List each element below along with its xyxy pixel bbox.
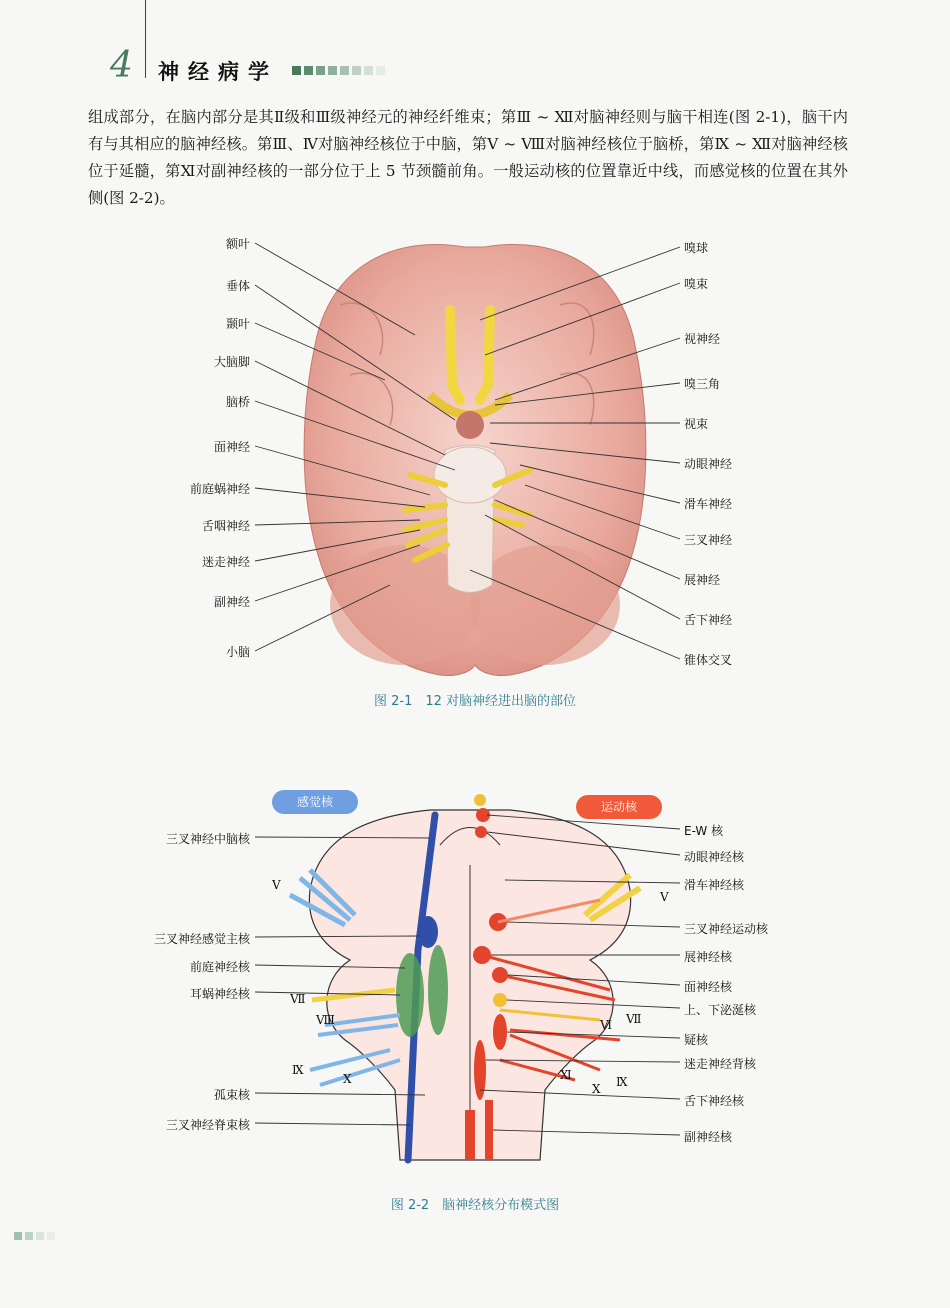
label-olfactory-tract: 嗅束 [684, 277, 709, 291]
roman-v-left: V [272, 878, 281, 892]
roman-x-right: X [592, 1082, 601, 1096]
label-cerebral-peduncle: 大脑脚 [213, 355, 250, 369]
label-olfactory-bulb: 嗅球 [684, 241, 709, 255]
brain-base-illustration [0, 225, 950, 695]
roman-vii-right: Ⅶ [626, 1012, 642, 1026]
roman-viii-left: Ⅷ [316, 1013, 335, 1027]
label-trochlear-nerve: 滑车神经 [684, 497, 733, 511]
label-pyramidal-decussation: 锥体交叉 [684, 653, 733, 667]
roman-ix-right: Ⅸ [616, 1075, 628, 1089]
label-pituitary: 垂体 [225, 279, 250, 293]
label-vestibulocochlear-nerve: 前庭蜗神经 [189, 482, 250, 496]
label-optic-tract: 视束 [684, 417, 709, 431]
label-glossopharyngeal-nerve: 舌咽神经 [201, 519, 250, 533]
book-title: 神经病学 [158, 60, 278, 84]
label-vagus-nerve: 迷走神经 [201, 555, 250, 569]
figure-2-2 [0, 770, 950, 1220]
label-accessory-nerve: 副神经 [213, 595, 250, 609]
label-salivatory-nuclei: 上、下泌涎核 [684, 1003, 757, 1017]
label-frontal-lobe: 额叶 [225, 237, 250, 251]
label-abducens-nucleus: 展神经核 [684, 950, 733, 964]
figure2-caption: 图 2-2 脑神经核分布模式图 [390, 1198, 560, 1213]
label-principal-trigeminal-nucleus: 三叉神经感觉主核 [153, 932, 250, 946]
label-facial-nerve: 面神经 [213, 440, 250, 454]
label-accessory-nucleus: 副神经核 [684, 1130, 733, 1144]
label-cerebellum: 小脑 [225, 645, 250, 659]
body-text [88, 104, 848, 212]
label-cochlear-nuclei: 耳蜗神经核 [189, 987, 250, 1001]
label-trigeminal-nerve: 三叉神经 [684, 533, 733, 547]
label-spinal-trigeminal-nucleus: 三叉神经脊束核 [165, 1118, 250, 1132]
label-ew-nucleus: E-W 核 [684, 824, 724, 838]
roman-vi-right: Ⅵ [600, 1018, 613, 1032]
label-abducens-nerve: 展神经 [684, 573, 721, 587]
label-hypoglossal-nerve: 舌下神经 [684, 613, 733, 627]
label-trigeminal-motor-nucleus: 三叉神经运动核 [684, 922, 769, 936]
header-squares [292, 66, 385, 75]
label-nucleus-ambiguus: 疑核 [684, 1033, 709, 1047]
roman-x-left: X [343, 1072, 352, 1086]
motor-legend: 运动核 [576, 795, 662, 819]
label-olfactory-trigone: 嗅三角 [684, 377, 721, 391]
header-rule [145, 0, 146, 78]
label-facial-nucleus: 面神经核 [684, 980, 733, 994]
label-dorsal-vagal-nucleus: 迷走神经背核 [684, 1057, 757, 1071]
label-trochlear-nucleus: 滑车神经核 [684, 878, 745, 892]
footer-squares [14, 1232, 55, 1240]
roman-v-right: V [660, 890, 669, 904]
label-vestibular-nuclei: 前庭神经核 [189, 960, 250, 974]
figure-2-1 [0, 225, 950, 715]
paragraph: 组成部分，在脑内部分是其Ⅱ级和Ⅲ级神经元的神经纤维束；第Ⅲ ~ Ⅻ对脑神经则与脑干相连(图 2-1)，脑干内有与其相应的脑神经核。第Ⅲ、Ⅳ对脑神经核位于中脑，第Ⅴ ~ Ⅷ对脑神经核位于脑桥，第Ⅸ ~ Ⅻ对脑神经核位于延髓，第Ⅺ对副神经核的一部分位于上 5 节颈髓前角。一般运动核的位置靠近中线，而感觉核的位置在其外侧(图 2-2)。 [88, 108, 848, 207]
label-oculomotor-nucleus: 动眼神经核 [684, 850, 745, 864]
page-number: 4 [110, 45, 133, 86]
roman-vii-left: Ⅶ [290, 992, 306, 1006]
label-oculomotor-nerve: 动眼神经 [684, 457, 733, 471]
label-optic-nerve: 视神经 [684, 332, 721, 346]
roman-xi-right: Ⅺ [560, 1068, 572, 1082]
label-solitary-nucleus: 孤束核 [213, 1088, 250, 1102]
label-pons: 脑桥 [225, 395, 250, 409]
label-hypoglossal-nucleus: 舌下神经核 [684, 1094, 745, 1108]
label-mesencephalic-trigeminal-nucleus: 三叉神经中脑核 [165, 832, 250, 846]
roman-ix-left: Ⅸ [292, 1063, 304, 1077]
figure1-caption: 图 2-1 12 对脑神经进出脑的部位 [373, 694, 577, 709]
sensory-legend: 感觉核 [272, 790, 358, 814]
label-temporal-lobe: 颞叶 [225, 317, 250, 331]
